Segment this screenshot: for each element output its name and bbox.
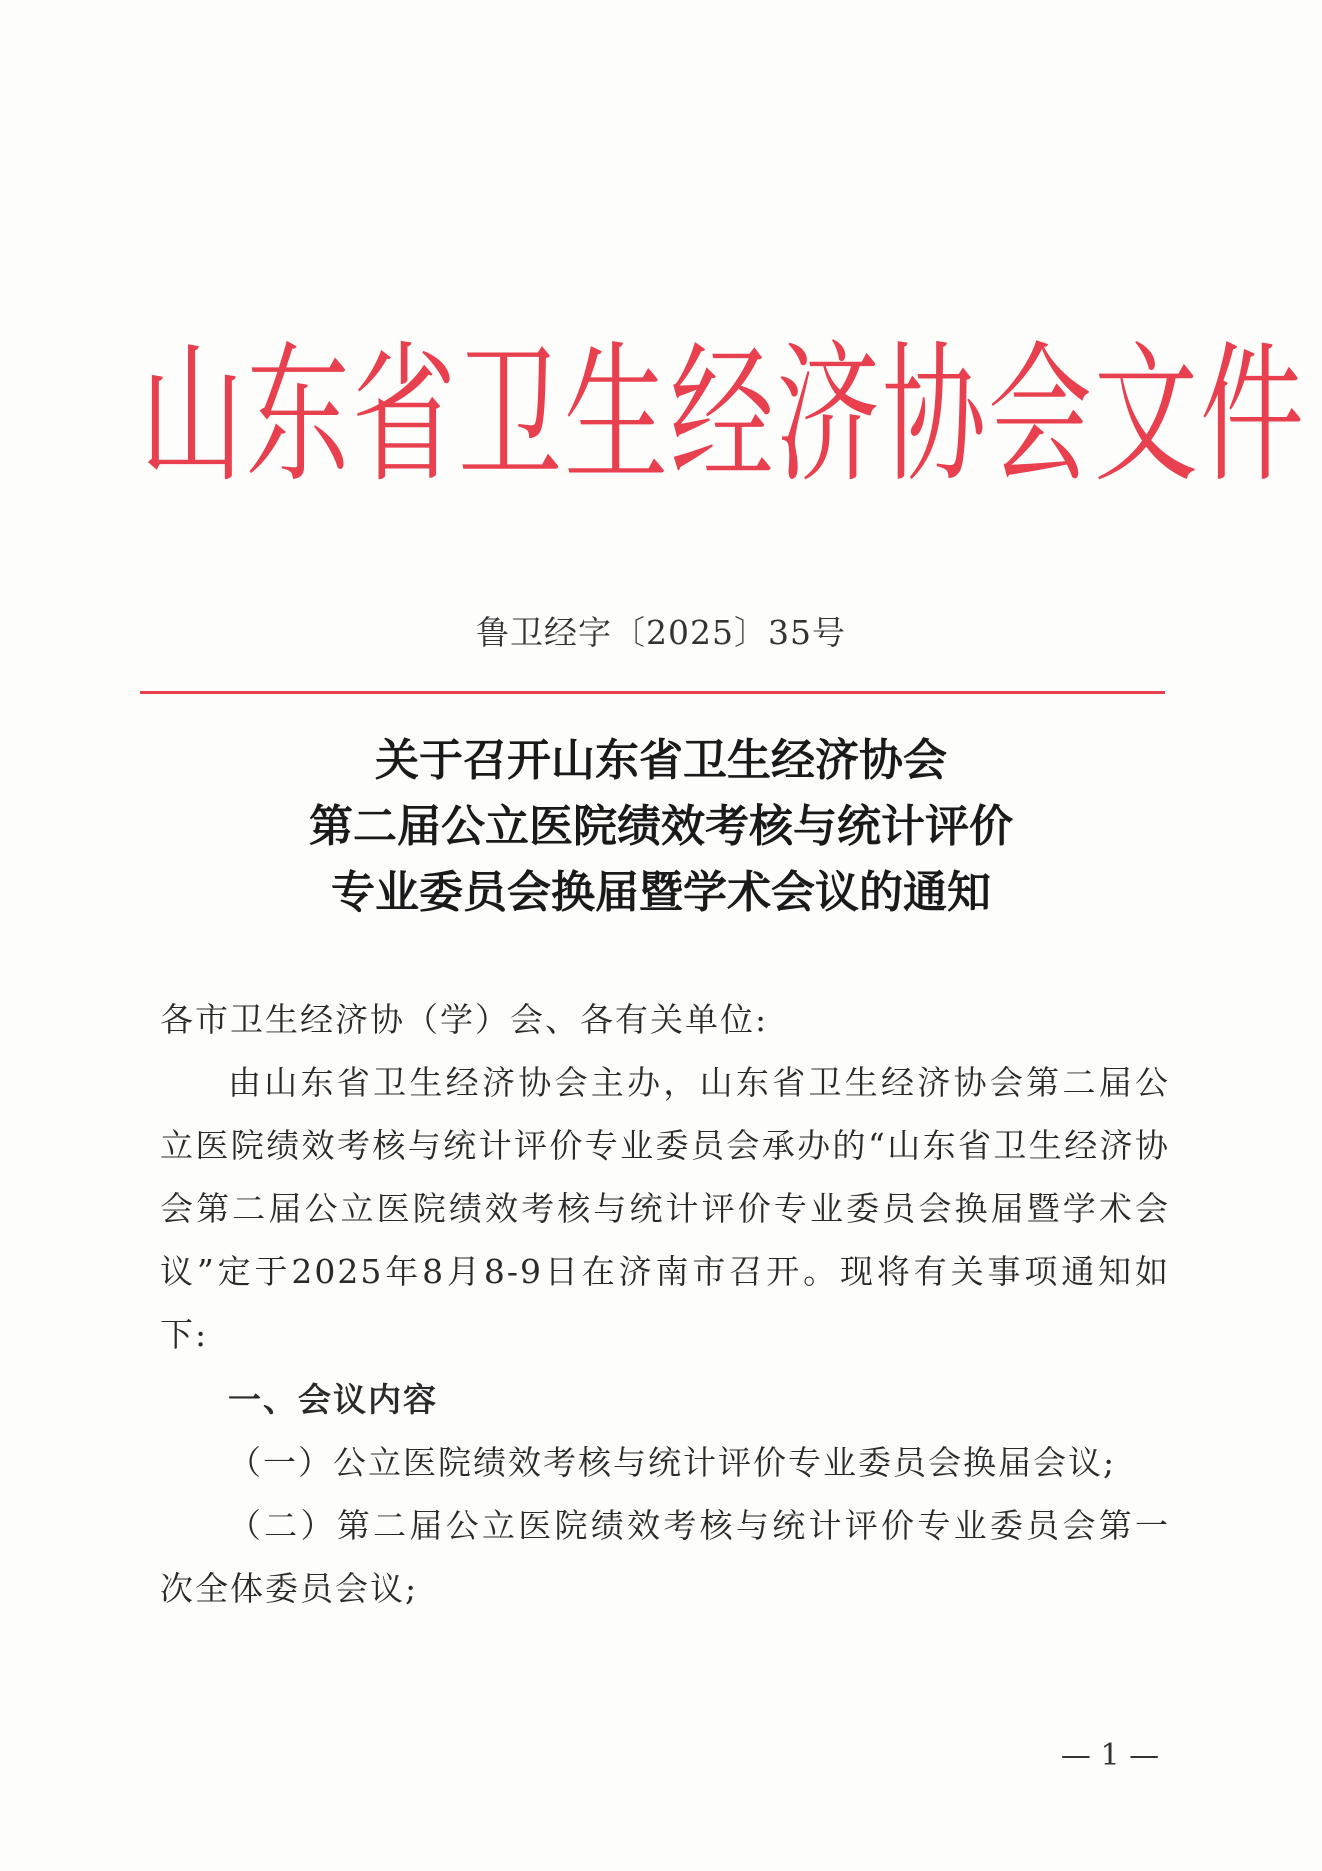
masthead-title: 山东省卫生经济协会文件 (140, 326, 1307, 504)
title-line-1: 关于召开山东省卫生经济协会 (375, 735, 947, 786)
intro-paragraph: 由山东省卫生经济协会主办，山东省卫生经济协会第二届公立医院绩效考核与统计评价专业委员会承办的“山东省卫生经济协会第二届公立医院绩效考核与统计评价专业委员会换届暨学术会议”定于2025年8月8-9日在济南市召开。现将有关事项通知如下: (160, 1063, 1170, 1354)
list-item: （二）第二届公立医院绩效考核与统计评价专业委员会第一次全体委员会议; (160, 1506, 1170, 1608)
notice-body (160, 988, 1170, 1620)
section-heading-meeting-content: 一、会议内容 (228, 1380, 438, 1419)
red-divider-line (140, 691, 1165, 694)
document-number: 鲁卫经字〔2025〕35号 (476, 613, 846, 652)
salutation: 各市卫生经济协（学）会、各有关单位: (160, 1000, 769, 1039)
list-item: （一）公立医院绩效考核与统计评价专业委员会换届会议; (228, 1443, 1117, 1482)
title-line-2: 第二届公立医院绩效考核与统计评价 (309, 801, 1013, 852)
page-number: — 1 — (1060, 1738, 1160, 1773)
notice-title (0, 728, 1322, 926)
title-line-3: 专业委员会换届暨学术会议的通知 (331, 867, 991, 918)
